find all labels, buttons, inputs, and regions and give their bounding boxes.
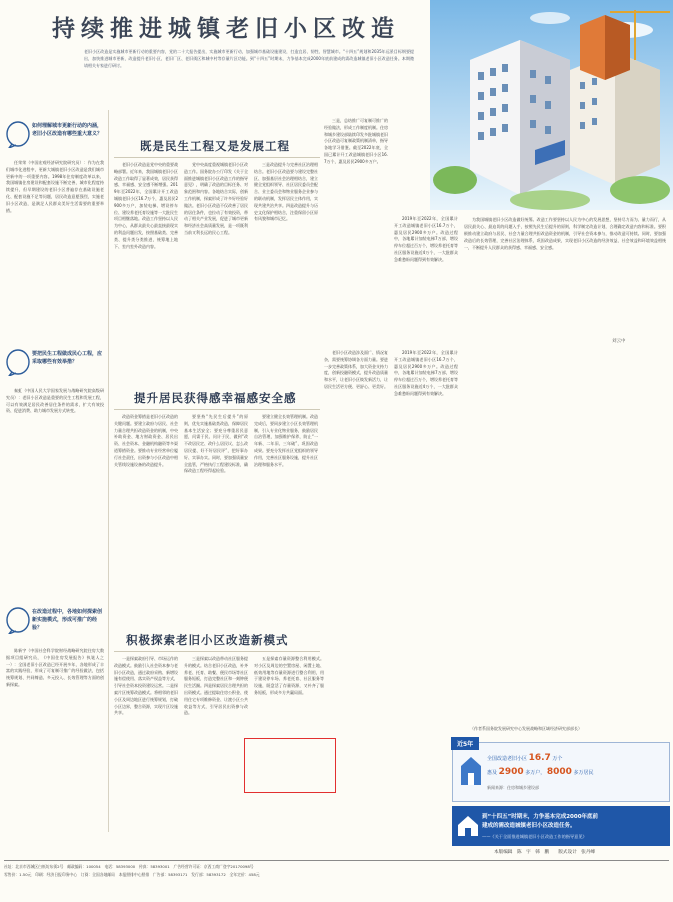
- answer-3: [6, 648, 104, 832]
- section-3-paragraph: 三是探索以改造带动社区服务提升的模式。结合老旧小区改造，补齐养老、托育、助餐、便民市场等社区服务短板，打造完整社区和一刻钟便民生活圈。四是探索居民合理共担的出资模式。通过提取住房公积金、使用住宅专项维修资金、让渡小区公共收益等方式，引导居民出资参与改造。: [184, 656, 248, 716]
- stats-value-communities: 16.7: [528, 753, 551, 763]
- highlight-box: [244, 738, 336, 793]
- stats-value-residents: 8000: [546, 767, 572, 777]
- stats-source: 新闻来源：住房和城乡建设部: [487, 785, 539, 790]
- section-1-col-1: [114, 162, 178, 382]
- question-1-text: 如何理解城市更新行动的内涵，老旧小区改造有哪些重大意义？: [32, 123, 103, 137]
- goal-banner-line-2: 建成的需改造城镇老旧小区改造任务。: [482, 823, 576, 829]
- author-name: 刘云中: [612, 339, 626, 344]
- stats-line-2-unit: 多万居民: [573, 770, 594, 776]
- goal-banner: [452, 806, 670, 846]
- section-2-col-2: [184, 414, 248, 624]
- section-2-paragraph: 改造资金筹措是老旧小区改造的关键问题。要建立政府与居民、社会力量合理共担改造资金的机制，中央补助资金、地方财政资金、居民出资、社会资本、金融机构融资等多渠道筹措资金。要推动专业经营单位履行社会责任，出资参与小区改造中相关管线设施设备的改造提升。: [114, 414, 178, 467]
- section-3-rule: [114, 651, 320, 652]
- stats-value-households: 2900: [498, 767, 524, 777]
- question-3-text: 在改造过程中，各地如何探索创新实施模式，形成可推广的经验？: [32, 609, 103, 631]
- speech-bubble-icon: [6, 606, 30, 634]
- stats-line-2: [487, 767, 594, 777]
- article-col-d3: [324, 350, 388, 580]
- section-2-col-1: [114, 414, 178, 624]
- answer-1: [6, 160, 104, 332]
- section-1-col-2: [184, 162, 248, 382]
- section-1-paragraph: 三是改造提升与完善社区治理相结合。老旧小区改造要与建设完整社区、加强基层社会治理相结合，建立健全党组织领导、社区居民委员会配合、业主委员会和物业服务企业参与的联动机制，发挥居民主体作用，实现共建共治共享。四是改造提升与历史文化保护相结合，注重保留小区原有风貌和城市记忆。: [254, 162, 318, 222]
- section-3-paragraph: 一是探索政府引导、市场运作的改造模式。鼓励引入社会资本参与老旧小区改造，通过政府采购、新增设施有偿使用、落实资产权益等方式，引导社会资本投资建设运营。二是探索片区统筹改造模式。将相邻的老旧小区及周边地区进行统筹规划，打破小区边界，整合资源，实现片区设施共享。: [114, 656, 178, 716]
- answer-1-text: 任荣荣（中国宏观经济研究院研究员）：作为在我们城市化进程中，更新大城镇老旧小区改造是我们城市更新中的一项重要内容。1998年住房制度改革以来，我国城镇住房建设和配套设施不断完善，城市化程度持续提升，但早期建设的老旧小区普遍存在基础设施老化、配套设施不足等问题，居民改造意愿强烈，实施老旧小区改造，是满足人民群众美好生活需要的重要举措。: [6, 160, 104, 213]
- article-col-d2: [394, 216, 458, 336]
- section-1-col-3: [254, 162, 318, 382]
- article-col-d1: [324, 118, 388, 338]
- footer-rule: [4, 860, 669, 861]
- city-illustration: [430, 0, 673, 210]
- goal-banner-line-1: 到“十四五”时期末，力争基本完成2000年底前: [482, 814, 599, 820]
- answer-2: [6, 388, 104, 588]
- section-2-title: 提升居民获得感幸福感安全感: [134, 391, 297, 405]
- section-2-paragraph: 要建立健全长效管理机制。改造完成后，要同步建立小区长效管理机制，引入专业化物业服务，鼓励居民自治管理，加强维护保养，防止“一年新、二年旧、三年破”，巩固改造成果。要充分发挥社区党组织的领导作用，完善社区服务设施，提升社区治理和服务水平。: [254, 414, 318, 467]
- stats-line-2-prefix: 惠及: [487, 770, 498, 776]
- answer-2-text: 秦虹（中国人民大学国家发展与战略研究院高级研究员）：老旧小区改造是重要的民生工程和发展工程，可以有效满足居民改善居住条件的需求，扩大有效投资、促进消费、助力城市发展方式转变。: [6, 388, 104, 414]
- right-article-paragraph: 为我国城镇老旧小区改造做好统筹。改造工作要坚持以人民为中心的发展思想，坚持尽力而为、量力而行，从居民最关心、最迫切的问题入手，按照先民生后提升的原则，科学制定改造计划，合理确定改造内容和标准。要积极推动建立政府与居民、社会力量合理共担改造资金的机制，引导社会资本参与，推动改造可持续。同时，要加强改造后的长效管理，完善社区治理体系，巩固改造成果，实现老旧小区改造的经济效益、社会效益和环境效益相统一，不断提升人民群众的获得感、幸福感、安全感。: [464, 217, 666, 250]
- stats-infobox: [452, 742, 670, 802]
- house-icon: [457, 815, 479, 837]
- article-paragraph: 2019年至2022年，全国累计开工改造城镇老旧小区16.7万个，惠及居民2900多万户。改造过程中，各地累计加装电梯7万部，增设停车位超过百万个，增设养老托育等社区服务设施近4万个，一大批群众急难愁盼问题得到有效解决。: [394, 216, 458, 262]
- article-paragraph: 老旧小区改造涉及面广、情况复杂，需要统筹协调各方面力量。要进一步完善政策体系，加大资金支持力度，创新投融资模式，提升改造质量和水平，让老旧小区焕发新活力，让居民生活更方便、更舒心、更美好。: [324, 350, 388, 389]
- masthead-headline: 持续推进城镇老旧小区改造: [52, 15, 400, 42]
- section-1-title: 既是民生工程又是发展工程: [140, 139, 290, 153]
- city-buildings-image: [430, 0, 673, 210]
- section-3-col-2: [184, 656, 248, 832]
- stats-line-1: [487, 753, 562, 763]
- question-2: [6, 348, 104, 384]
- section-1-rule: [114, 157, 320, 158]
- footer-line-2: 零售价：1.50元 印刷：经济日报印务中心 订阅：全国各地邮局 本报照排中心照排 广告部：58393171 发行部：58393172 全年定价：458元: [4, 872, 260, 877]
- question-2-text: 要把民生工程做成民心工程，应采取哪些有效举措？: [32, 351, 103, 365]
- question-3: [6, 606, 104, 642]
- answer-3-text: 陈新宇（中国社会科学院财经战略研究院住房大数据项目组研究员，《中国住房发展报告》执笔人之一）：全国老旧小区改造已经开展多年，各地形成了丰富的实践经验，形成了可复制可推广的经验做法，包括统筹规划、共同缔造、多元投入、长效管理等方面的创新探索。: [6, 648, 104, 687]
- stats-badge: 近5年: [451, 737, 479, 750]
- section-1-paragraph: 老旧小区改造是党中央的重要战略部署。近年来，我国城镇老旧小区改造工作取得了显著成效，居民获得感、幸福感、安全感不断增强。2019年至2022年，全国累计开工改造城镇老旧小区16.7万个，惠及居民2900多万户，加装电梯、增设停车位、建设养老托育设施等一大批民生项目相继落地。改造工作坚持以人民为中心，从群众最关心最直接最现实的利益问题出发，按照基础类、完善类、提升类分类推进，统筹地上地下、室内室外改造内容。: [114, 162, 178, 249]
- footer-line-1: 社址：北京市西城区白纸坊东街2号 邮政编码：100054 电话：58393000 传真：58393001 广告经营许可证：京西工商广登字20170098号: [4, 864, 254, 869]
- right-article-col-2: [464, 216, 666, 728]
- right-article-col-1: [394, 350, 458, 710]
- house-icon: [459, 755, 483, 787]
- question-1: [6, 120, 104, 156]
- editors-line: 本版编辑 陈 宇 韩 鹏 版式设计 张丹峰: [494, 850, 596, 855]
- stats-line-2-mid: 多万户，: [525, 770, 546, 776]
- speech-bubble-icon: [6, 348, 30, 376]
- section-2-col-3: [254, 414, 318, 624]
- article-paragraph: 三是，总结推广可复制可推广的经验做法，形成工作制度机制。住房和城乡建设部陆续印发多批城镇老旧小区改造可复制政策机制清单，指导各地学习借鉴。截至2022年底，全国已累计开工改造城镇老旧小区16.7万个，惠及居民2900多万户。: [324, 118, 388, 164]
- column-divider: [108, 110, 109, 832]
- stats-line-1-prefix: 全国改造老旧小区: [487, 756, 528, 762]
- masthead-intro: 老旧小区改造是实施城市更新行动的重要内容，党的二十大报告提出，实施城市更新行动，加强城市基础设施建设，打造宜居、韧性、智慧城市。“十四五”规划和2035年远景目标纲要提出，加快推进城市更新，改造提升老旧小区、老旧厂区、老旧街区和城中村等存量片区功能。到“十四五”时期末，力争基本完成2000年底前建成的需改造城镇老旧小区改造任务。本期邀请相关专家进行研讨。: [84, 49, 414, 68]
- section-3-title: 积极探索老旧小区改造新模式: [126, 633, 289, 647]
- right-article-paragraph: 2019年至2022年，全国累计开工改造城镇老旧小区16.7万个，惠及居民2900多万户。改造过程中，各地累计加装电梯7万部，增设停车位超过百万个，增设养老托育等社区服务设施近4万个，一大批群众急难愁盼问题得到有效解决。: [394, 350, 458, 396]
- section-1-paragraph: 党中央高度重视城镇老旧小区改造工作。国务院办公厅印发《关于全面推进城镇老旧小区改造工作的指导意见》，明确了改造的目标任务、对象范围和内容。各地结合实际，创新工作机制，探索形成了许多好经验好做法。老旧小区改造不仅改善了居民的居住条件，也拉动了有效投资，带动了相关产业发展，促进了城市更新和经济社会高质量发展，是一项既利当前又利长远的民心工程。: [184, 162, 248, 235]
- section-3-col-1: [114, 656, 178, 832]
- stats-line-1-unit: 万个: [552, 756, 563, 762]
- section-2-rule: [114, 409, 320, 410]
- section-3-paragraph: 五是探索存量资源整合利用模式。对小区及周边的空置房屋、闲置土地、低效用地等存量资源进行整合利用，用于建设停车场、养老托育、社区服务等设施，既盘活了存量资源，又补齐了服务短板，形成多方共赢局面。: [254, 656, 324, 695]
- speech-bubble-icon: [6, 120, 30, 148]
- author-caption: （作者系国务院发展研究中心发展战略和区域经济研究部部长）: [470, 726, 582, 731]
- goal-banner-source: ——《关于全面推进城镇老旧小区改造工作的指导意见》: [482, 834, 587, 839]
- section-2-paragraph: 要坚持“先民生后提升”的原则，优先实施基础类改造，保障居民基本生活安全；要充分尊重居民意愿，问需于民、问计于民，做到“改不改居民定、改什么居民议、怎么改居民提、好不好居民评”，把好事办好、实事办实。同时，要加强质量安全监管，严格执行工程建设标准，确保改造工程经得起检验。: [184, 414, 248, 474]
